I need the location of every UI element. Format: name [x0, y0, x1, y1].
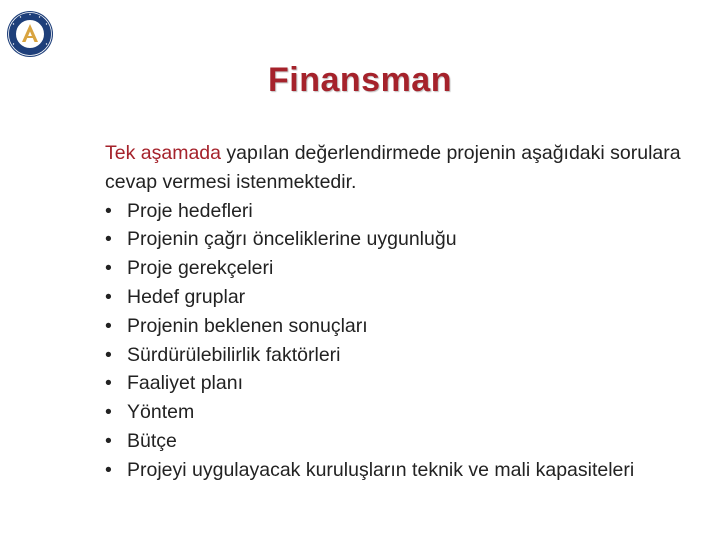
bullet-icon: •	[105, 257, 112, 280]
slide-title: Finansman	[268, 61, 452, 99]
bullet-icon: •	[105, 285, 112, 308]
requirements-list	[105, 197, 695, 485]
bullet-icon: •	[105, 228, 112, 251]
intro-text: yapılan değerlendirmede projenin aşağıdaki sorulara cevap vermesi istenmektedir.	[105, 142, 681, 193]
list-item	[105, 398, 695, 427]
list-item-text: Proje hedefleri	[127, 199, 253, 222]
university-seal-logo	[6, 10, 54, 58]
bullet-icon: •	[105, 401, 112, 424]
intro-paragraph	[105, 139, 695, 197]
slide-body	[105, 139, 695, 485]
list-item-text: Projenin çağrı önceliklerine uygunluğu	[127, 228, 457, 251]
bullet-icon: •	[105, 429, 112, 452]
bullet-icon: •	[105, 314, 112, 337]
list-item	[105, 254, 695, 283]
list-item	[105, 341, 695, 370]
bullet-icon: •	[105, 343, 112, 366]
university-seal-icon	[6, 10, 54, 58]
list-item-text: Faaliyet planı	[127, 372, 243, 395]
intro-accent-text: Tek aşamada	[105, 142, 221, 164]
bullet-icon: •	[105, 458, 112, 481]
list-item	[105, 283, 695, 312]
bullet-icon: •	[105, 199, 112, 222]
list-item	[105, 369, 695, 398]
list-item	[105, 456, 695, 485]
list-item-text: Sürdürülebilirlik faktörleri	[127, 343, 341, 366]
list-item-text: Projenin beklenen sonuçları	[127, 314, 368, 337]
list-item-text: Projeyi uygulayacak kuruluşların teknik ve mali kapasiteleri	[127, 458, 635, 481]
list-item-text: Bütçe	[127, 429, 177, 452]
list-item-text: Hedef gruplar	[127, 285, 246, 308]
list-item-text: Proje gerekçeleri	[127, 257, 274, 280]
list-item	[105, 427, 695, 456]
list-item-text: Yöntem	[127, 401, 195, 424]
list-item	[105, 225, 695, 254]
list-item	[105, 312, 695, 341]
list-item	[105, 197, 695, 226]
bullet-icon: •	[105, 372, 112, 395]
